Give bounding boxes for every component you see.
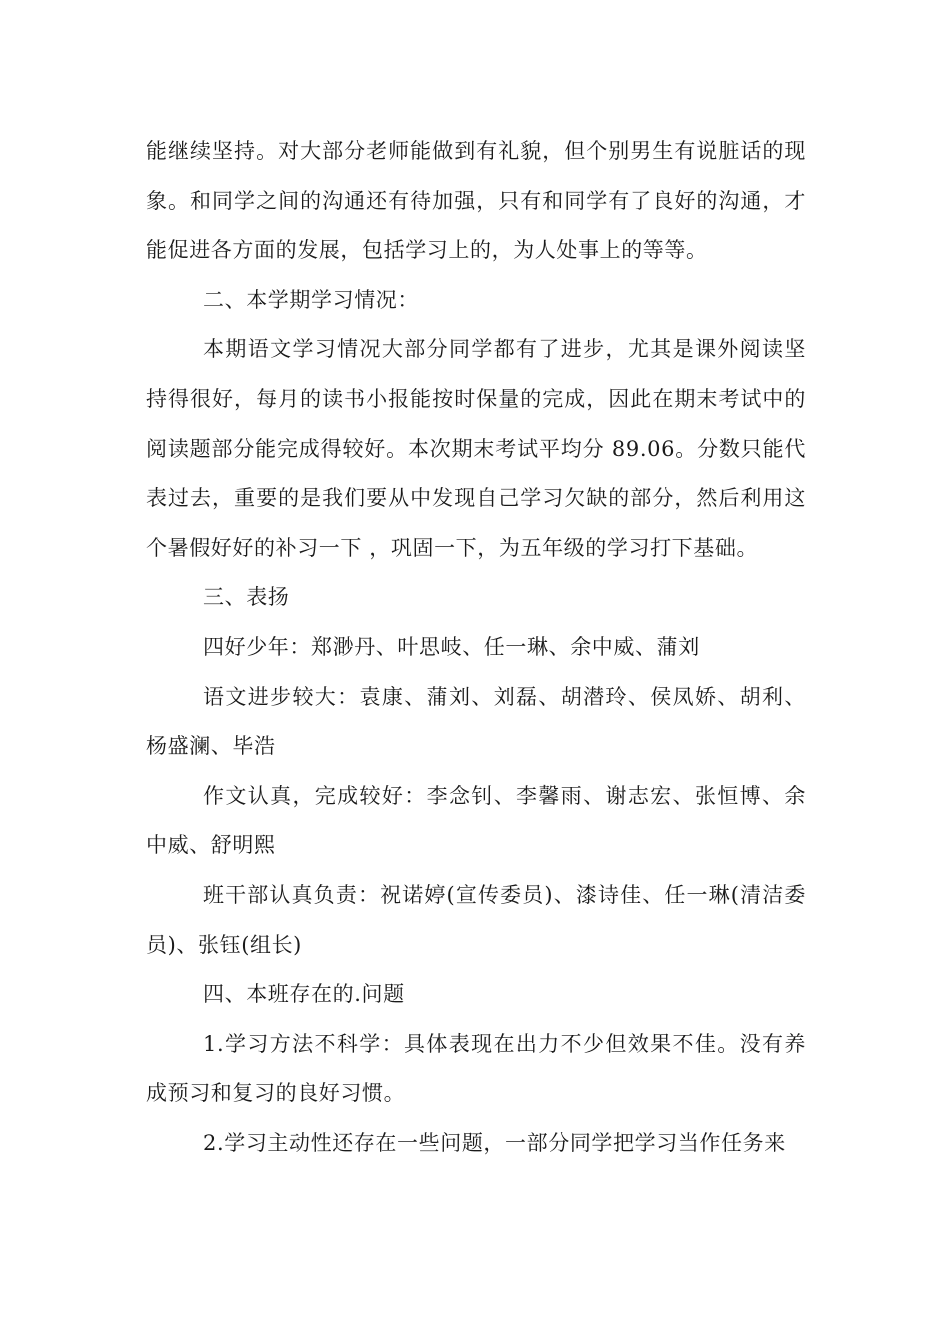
- praise-four-good: 四好少年：郑渺丹、叶思岐、任一琳、余中威、蒲刘: [203, 634, 700, 659]
- praise-composition: 作文认真，完成较好：李念钊、李馨雨、谢志宏、张恒博、余中威、舒明熙: [146, 783, 806, 858]
- praise-class-cadre: 班干部认真负责：祝诺婷(宣传委员)、漆诗佳、任一琳(清洁委员)、张钰(组长): [146, 882, 806, 957]
- document-body: [146, 127, 806, 1168]
- paragraph-continuation: 能继续坚持。对大部分老师能做到有礼貌，但个别男生有说脏话的现象。和同学之间的沟通还有待加强，只有和同学有了良好的沟通，才能促进各方面的发展，包括学习上的，为人处事上的等等。: [146, 139, 806, 263]
- heading-praise: 三、表扬: [203, 585, 290, 610]
- problem-1: 1.学习方法不科学：具体表现在出力不少但效果不佳。没有养成预习和复习的良好习惯。: [146, 1031, 806, 1106]
- problem-2: 2.学习主动性还存在一些问题，一部分同学把学习当作任务来: [203, 1130, 786, 1155]
- paragraph-study-situation: 本期语文学习情况大部分同学都有了进步，尤其是课外阅读坚持得很好，每月的读书小报能按时保量的完成，因此在期末考试中的阅读题部分能完成得较好。本次期末考试平均分 89.06。分数只能代表过去，重要的是我们要从中发现自己学习欠缺的部分，然后利用这个暑假好好的补习一下 ，巩固一下，为五年级的学习打下基础。: [146, 337, 806, 560]
- heading-study-situation: 二、本学期学习情况：: [203, 287, 419, 312]
- praise-chinese-progress: 语文进步较大：袁康、蒲刘、刘磊、胡潜玲、侯凤娇、胡利、杨盛澜、毕浩: [146, 684, 806, 759]
- heading-problems: 四、本班存在的.问题: [203, 982, 405, 1007]
